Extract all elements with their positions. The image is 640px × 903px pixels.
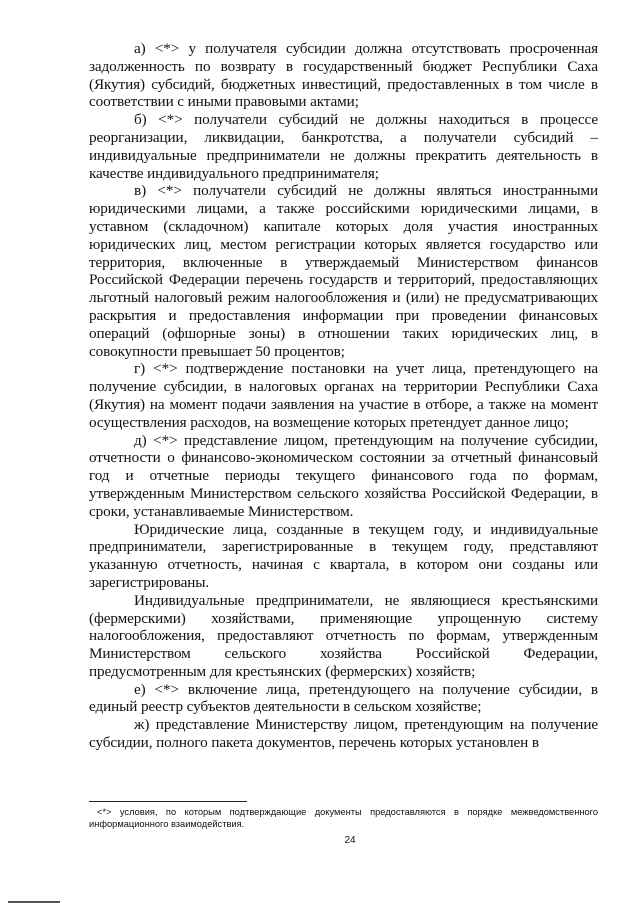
page-number: 24 xyxy=(344,835,356,846)
paragraph-b: б) <*> получатели субсидий не должны находиться в процессе реорганизации, ликвидации, банкротства, а получатели субсидий – индивидуальные предприниматели не должны прекратить деятельность в качестве индивидуального предпринимателя; xyxy=(89,111,598,182)
paragraph-entrepreneurs: Индивидуальные предприниматели, не являющиеся крестьянскими (фермерскими) хозяйствами, применяющие упрощенную систему налогообложения, предоставляют отчетность по формам, утвержденным Министерством сельского хозяйства Российской Федерации, предусмотренным для крестьянских (фермерских) хозяйств; xyxy=(89,591,598,680)
paragraph-legal-entities: Юридические лица, созданные в текущем году, и индивидуальные предприниматели, зарегистрированные в текущем году, представляют указанную отчетность, начиная с квартала, в котором они созданы или зарегистрированы. xyxy=(89,520,598,591)
footnote: <*> условия, по которым подтверждающие документы предоставляются в порядке межведомственного информационного взаимодействия. xyxy=(89,807,598,829)
paragraph-g: г) <*> подтверждение постановки на учет лица, претендующего на получение субсидии, в налоговых органах на территории Республики Саха (Якутия) на момент подачи заявления на участие в отборе, а также на момент осуществления расходов, на возмещение которых претендует данное лицо; xyxy=(89,360,598,431)
paragraph-zh: ж) представление Министерству лицом, претендующим на получение субсидии, полного пакета документов, перечень которых установлен в xyxy=(89,716,598,752)
paragraph-d: д) <*> представление лицом, претендующим на получение субсидии, отчетности о финансово-экономическом состоянии за отчетный финансовый год и отчетные периоды текущего финансового года по формам, утвержденным Министерством сельского хозяйства Российской Федерации, в сроки, устанавливаемые Министерством. xyxy=(89,431,598,520)
paragraph-a: а) <*> у получателя субсидии должна отсутствовать просроченная задолженность по возврату в государственный бюджет Республики Саха (Якутия) субсидий, бюджетных инвестиций, предоставленных в том числе в соответствии с иными правовыми актами; xyxy=(89,40,598,111)
footnote-divider xyxy=(89,801,247,802)
document-body xyxy=(89,40,598,752)
paragraph-v: в) <*> получатели субсидий не должны являться иностранными юридическими лицами, а также российскими юридическими лицами, в уставном (складочном) капитале которых доля участия иностранных юридических лиц, местом регистрации которых является государство или территория, включенные в утверждаемый Министерством финансов Российской Федерации перечень государств и территорий, предоставляющих льготный налоговый режим налогообложения и (или) не предусматривающих раскрытия и предоставления информации при проведении финансовых операций (офшорные зоны) в отношении таких юридических лиц, в совокупности превышает 50 процентов; xyxy=(89,182,598,360)
paragraph-e: е) <*> включение лица, претендующего на получение субсидии, в единый реестр субъектов деятельности в сельском хозяйстве; xyxy=(89,680,598,716)
